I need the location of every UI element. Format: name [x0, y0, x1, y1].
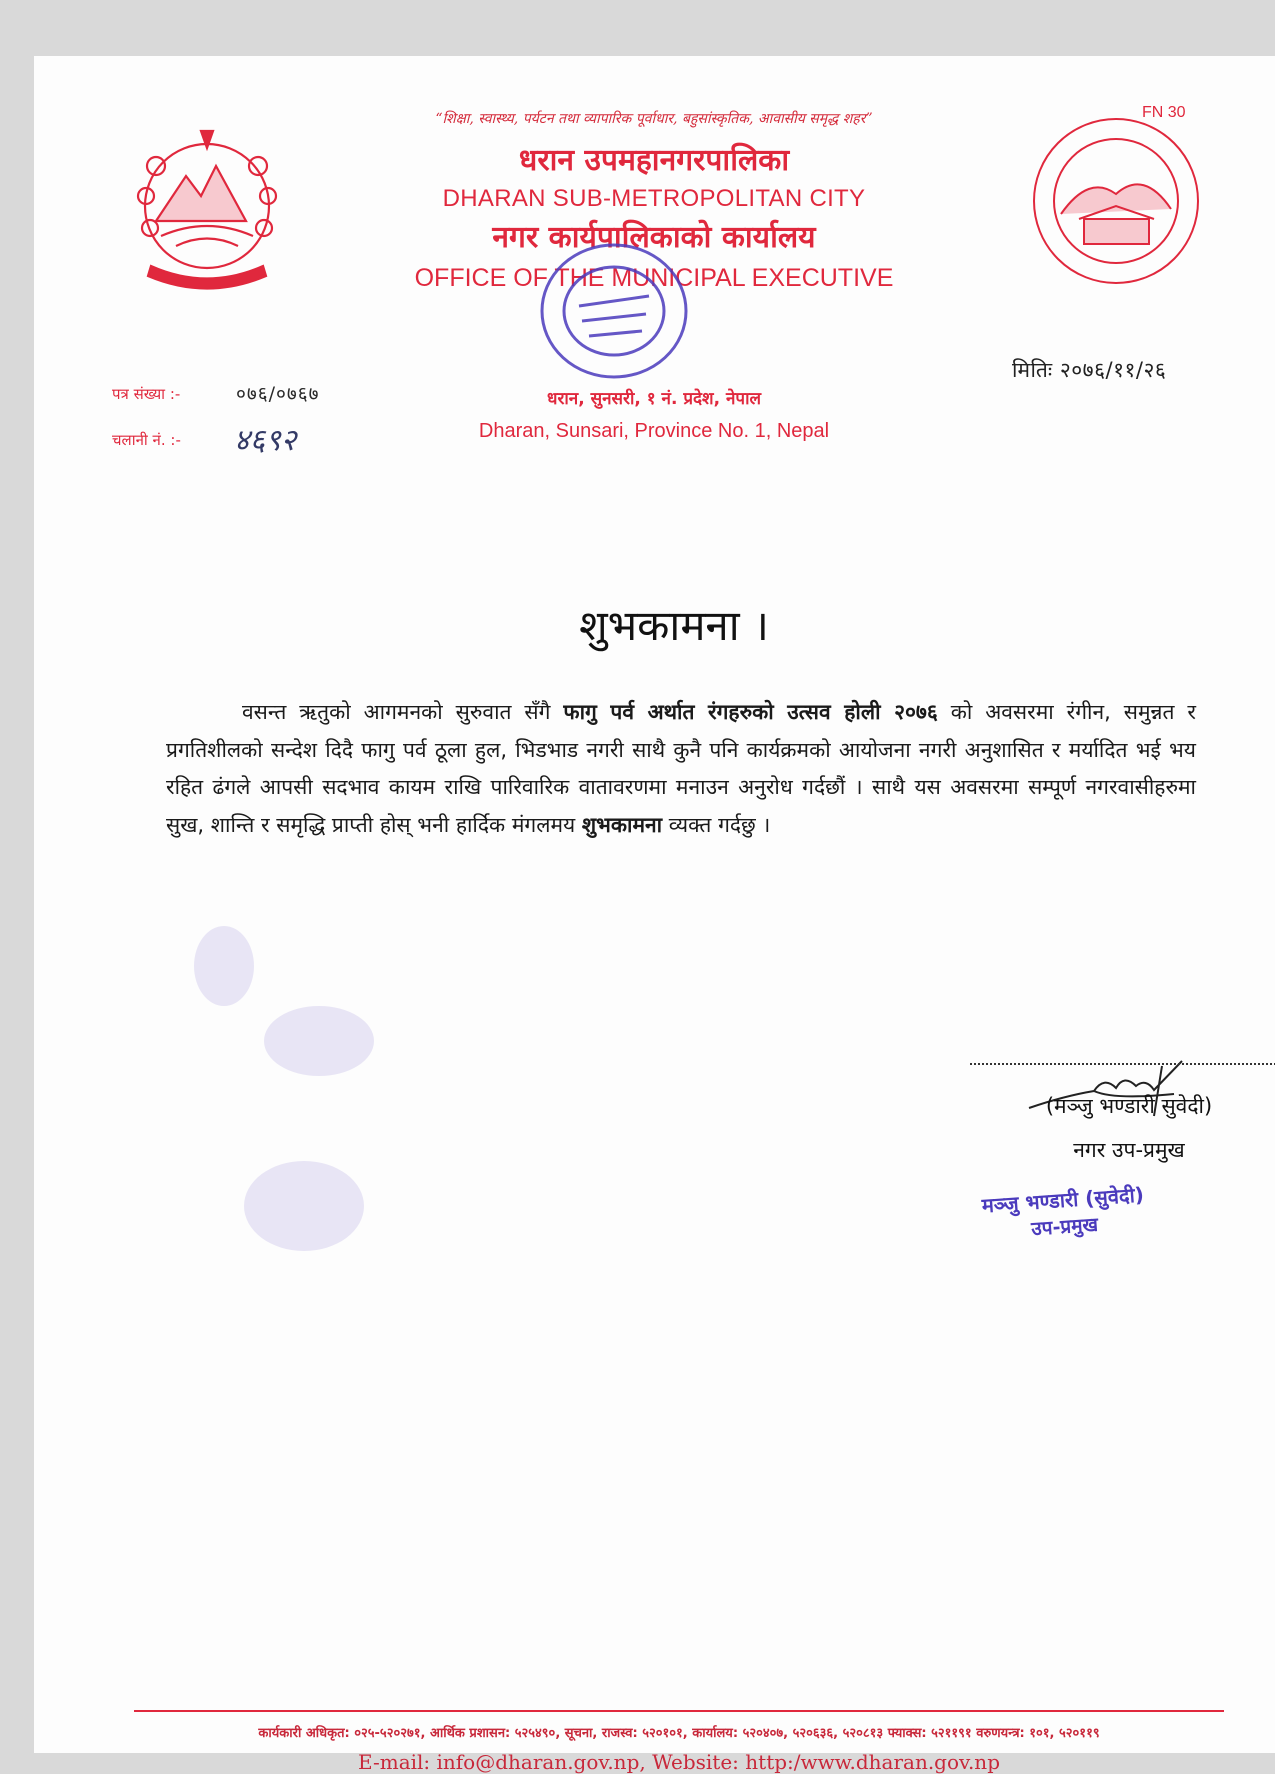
office-title-nepali: नगर कार्यपालिकाको कार्यालय [492, 220, 816, 255]
nepal-emblem-icon [116, 126, 298, 296]
body-text-3: व्यक्त गर्दछु । [662, 812, 771, 837]
address-english: Dharan, Sunsari, Province No. 1, Nepal [478, 420, 830, 442]
municipality-title-english: DHARAN SUB-METROPOLITAN CITY [442, 185, 866, 212]
letter-page [34, 56, 1275, 1774]
dispatch-number-value: ४६९२ [234, 423, 297, 458]
office-round-stamp-icon [534, 236, 694, 386]
body-text-2: को अवसरमा रंगीन, समुन्नत र प्रगतिशीलको सन्देश दिदै फागु पर्व ठूला हुल, भिडभाड नगरी साथै कुनै पनि कार्यक्रमको आयोजना नगरी अनुशासित र मर्यादित भई भय रहित ढंगले आपसी सदभाव कायम राखि पारिवारिक वातावरणमा मनाउन अनुरोध गर्दछौं । साथै यस अवसरमा सम्पूर्ण नगरवासीहरुमा सुख, शान्ति र समृद्धि प्राप्ती होस् भनी हार्दिक मंगलमय [166, 700, 1196, 837]
body-bold-wishes: शुभकामना [581, 812, 663, 837]
footer-divider [134, 1710, 1224, 1712]
footer-phone-numbers: कार्यकारी अधिकृत: ०२५-५२०२७१, आर्थिक प्रशासन: ५२५४९०, सूचना, राजस्व: ५२०१०१, कार्यालय: ५२०४०७, ५२०६३६, ५२०८१३ फ्याक्स: ५२११९१ वरुणयन्त्र: १०१, ५२०११९ [258, 1726, 1100, 1741]
municipality-title-nepali: धरान उपमहानगरपालिका [518, 143, 790, 178]
footer-contact: E-mail: info@dharan.gov.np, Website: http:/www.dharan.gov.np [358, 1750, 1000, 1774]
letter-number-label: पत्र संख्या :- [112, 385, 181, 403]
ink-smudge [194, 926, 254, 1006]
municipal-slogan: “शिक्षा, स्वास्थ्य, पर्यटन तथा व्यापारिक पूर्वाधार, बहुसांस्कृतिक, आवासीय समृद्ध शहर” [435, 111, 873, 127]
signature-line [970, 1063, 1275, 1065]
letter-heading: शुभकामना । [579, 601, 769, 650]
ink-smudge [244, 1161, 364, 1251]
stamp-name: मञ्जु भण्डारी (सुवेदी) [981, 1182, 1145, 1218]
body-bold-holi: फागु पर्व अर्थात रंगहरुको उत्सव होली २०७६ [563, 700, 938, 724]
municipality-seal-icon [1029, 114, 1204, 289]
dispatch-number-label: चलानी नं. :- [112, 431, 181, 449]
ink-smudge [264, 1006, 374, 1076]
letter-number-value: ०७६/०७६७ [236, 383, 320, 405]
signatory-stamp [932, 1177, 1196, 1257]
letter-date: मितिः २०७६/११/२६ [1012, 358, 1167, 382]
letter-body [166, 694, 1196, 844]
office-title-english: OFFICE OF THE MUNICIPAL EXECUTIVE [414, 264, 894, 292]
form-code: FN 30 [1142, 104, 1186, 121]
signatory-title: नगर उप-प्रमुख [1073, 1138, 1185, 1162]
address-nepali: धरान, सुनसरी, १ नं. प्रदेश, नेपाल [547, 389, 761, 409]
body-text-1: वसन्त ऋतुको आगमनको सुरुवात सँगै [242, 700, 564, 724]
stamp-title: उप-प्रमुख [1030, 1213, 1099, 1241]
signatory-name: (मञ्जु भण्डारी सुवेदी) [1045, 1094, 1213, 1118]
